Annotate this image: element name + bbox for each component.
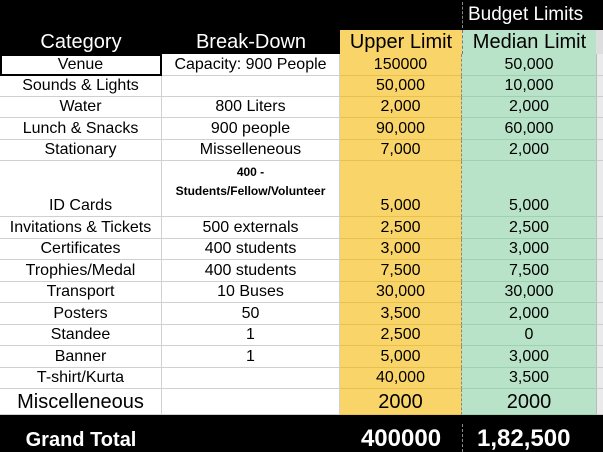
category-cell-text: Venue [57, 56, 104, 73]
upper-limit-cell[interactable] [340, 368, 462, 389]
category-cell[interactable] [0, 325, 162, 346]
median-limit-cell[interactable] [462, 97, 596, 118]
table-row [0, 282, 603, 303]
table-row [0, 389, 603, 415]
breakdown-cell[interactable] [162, 217, 340, 239]
upper-limit-cell-text: 7,000 [380, 141, 421, 158]
upper-limit-cell-text: 2,000 [380, 98, 421, 115]
upper-limit-cell[interactable] [340, 140, 462, 161]
breakdown-cell[interactable] [162, 239, 340, 260]
breakdown-cell[interactable] [162, 118, 340, 140]
upper-limit-cell-text: 2,500 [380, 219, 421, 236]
category-cell-text: Posters [53, 305, 108, 322]
upper-limit-cell-text: 5,000 [380, 348, 421, 365]
upper-limit-cell-text: 5,000 [380, 197, 421, 214]
upper-limit-cell-text: 90,000 [376, 120, 425, 137]
upper-limit-cell-text: 150000 [373, 56, 428, 73]
median-limit-cell[interactable] [462, 325, 596, 346]
table-row [0, 54, 603, 76]
median-limit-cell-text: 0 [524, 326, 534, 343]
breakdown-cell-text: 1 [246, 348, 255, 365]
median-limit-cell-text: 2,000 [508, 98, 550, 115]
category-cell-text: Sounds & Lights [22, 77, 139, 94]
table-row [0, 118, 603, 140]
table-row [0, 97, 603, 118]
table-row [0, 303, 603, 325]
grand-total-row [0, 424, 603, 452]
median-limit-cell-text: 50,000 [504, 56, 554, 73]
category-cell[interactable] [0, 76, 162, 97]
header-breakdown[interactable]: Break-Down [162, 30, 340, 54]
upper-limit-cell[interactable] [340, 325, 462, 346]
table-row [0, 368, 603, 389]
breakdown-cell[interactable] [162, 325, 340, 346]
breakdown-cell[interactable] [162, 303, 340, 325]
breakdown-cell[interactable] [162, 389, 340, 415]
category-cell-text: Water [59, 98, 102, 115]
next-column-cell[interactable] [596, 325, 603, 346]
median-limit-cell-text: 60,000 [504, 120, 554, 137]
upper-limit-cell[interactable] [340, 389, 462, 415]
median-limit-cell-text: 3,500 [508, 369, 550, 386]
category-cell-text: Stationary [44, 141, 117, 158]
category-cell-text: Trophies/Medal [25, 262, 136, 279]
breakdown-cell-text: 400 students [204, 262, 297, 279]
median-limit-cell-text: 2000 [506, 391, 552, 413]
upper-limit-cell[interactable] [340, 54, 462, 76]
breakdown-cell[interactable] [162, 76, 340, 97]
category-cell[interactable] [0, 239, 162, 260]
median-limit-cell[interactable] [462, 161, 596, 217]
category-cell[interactable] [0, 389, 162, 415]
median-limit-cell[interactable] [462, 282, 596, 303]
next-column-cell[interactable] [596, 303, 603, 325]
breakdown-cell[interactable] [162, 260, 340, 282]
table-row [0, 76, 603, 97]
table-row [0, 239, 603, 260]
upper-limit-cell[interactable] [340, 346, 462, 368]
next-column-cell[interactable] [596, 389, 603, 415]
category-cell-text: Standee [50, 326, 111, 343]
category-cell[interactable] [0, 161, 162, 217]
category-cell[interactable] [0, 140, 162, 161]
category-cell[interactable] [0, 282, 162, 303]
header-median-limit[interactable]: Median Limit [462, 30, 596, 54]
median-limit-cell-text: 3,000 [508, 348, 550, 365]
upper-limit-cell[interactable] [340, 217, 462, 239]
breakdown-cell-text: 500 externals [202, 219, 299, 236]
median-limit-cell[interactable] [462, 368, 596, 389]
upper-limit-cell-text: 30,000 [376, 283, 425, 300]
table-row [0, 325, 603, 346]
upper-limit-cell[interactable] [340, 303, 462, 325]
category-cell[interactable] [0, 260, 162, 282]
breakdown-cell[interactable] [162, 140, 340, 161]
median-limit-cell[interactable] [462, 239, 596, 260]
grand-total-label[interactable]: Grand Total [25, 429, 137, 451]
upper-limit-cell[interactable] [340, 260, 462, 282]
header-upper-limit[interactable]: Upper Limit [340, 30, 462, 54]
median-limit-cell-text: 7,500 [508, 262, 550, 279]
median-limit-cell[interactable] [462, 76, 596, 97]
grand-total-upper[interactable]: 400000 [360, 425, 442, 452]
breakdown-cell-text: Capacity: 900 People [174, 56, 327, 73]
upper-limit-cell-text: 2000 [378, 391, 423, 413]
breakdown-cell-text: 400 students [204, 240, 297, 257]
median-limit-cell-text: 2,000 [508, 305, 550, 322]
median-limit-cell[interactable] [462, 140, 596, 161]
breakdown-cell-text: 900 people [210, 120, 291, 137]
table-row [0, 346, 603, 368]
table-row [0, 260, 603, 282]
next-column-cell[interactable] [596, 161, 603, 217]
header-next-column[interactable] [596, 30, 603, 54]
median-limit-cell-text: 2,500 [508, 219, 550, 236]
upper-limit-cell-text: 50,000 [376, 77, 425, 94]
upper-limit-cell[interactable] [340, 161, 462, 217]
category-cell[interactable] [0, 54, 162, 76]
category-cell-text: Invitations & Tickets [9, 219, 152, 236]
breakdown-cell[interactable] [162, 282, 340, 303]
next-column-cell[interactable] [596, 217, 603, 239]
breakdown-cell-text: 10 Buses [217, 283, 284, 300]
median-limit-cell[interactable] [462, 260, 596, 282]
next-column-cell[interactable] [596, 282, 603, 303]
category-cell-text: Miscelleneous [17, 391, 144, 413]
median-limit-cell-text: 5,000 [508, 197, 550, 214]
breakdown-cell-text: Misselleneous [199, 141, 302, 158]
upper-limit-cell-text: 40,000 [376, 369, 425, 386]
category-cell[interactable] [0, 368, 162, 389]
breakdown-cell[interactable] [162, 161, 340, 217]
next-column-cell[interactable] [596, 239, 603, 260]
next-column-cell[interactable] [596, 76, 603, 97]
breakdown-cell-text: 50 [241, 305, 260, 322]
upper-limit-cell-text: 7,500 [380, 262, 421, 279]
breakdown-cell[interactable] [162, 54, 340, 76]
next-column-cell[interactable] [596, 54, 603, 76]
upper-limit-cell[interactable] [340, 97, 462, 118]
next-column-cell[interactable] [596, 97, 603, 118]
upper-limit-cell-text: 2,500 [380, 326, 421, 343]
category-cell-text: Banner [54, 348, 107, 365]
median-limit-cell[interactable] [462, 346, 596, 368]
median-limit-cell-text: 30,000 [504, 283, 554, 300]
category-cell[interactable] [0, 217, 162, 239]
grand-total-median[interactable]: 1,82,500 [462, 424, 603, 452]
breakdown-cell[interactable] [162, 97, 340, 118]
category-cell[interactable] [0, 118, 162, 140]
table-row [0, 161, 603, 217]
next-column-cell[interactable] [596, 140, 603, 161]
category-cell-text: T-shirt/Kurta [36, 369, 125, 386]
upper-limit-cell-text: 3,000 [380, 240, 421, 257]
category-cell-text: Certificates [40, 240, 121, 257]
budget-limits-title: Budget Limits [462, 2, 603, 28]
median-limit-cell-text: 10,000 [504, 77, 554, 94]
median-limit-cell[interactable] [462, 54, 596, 76]
next-column-cell[interactable] [596, 260, 603, 282]
upper-limit-cell-text: 3,500 [380, 305, 421, 322]
breakdown-cell[interactable] [162, 368, 340, 389]
category-cell-text: ID Cards [48, 197, 113, 214]
median-limit-cell[interactable] [462, 118, 596, 140]
median-limit-cell-text: 2,000 [508, 141, 550, 158]
next-column-cell[interactable] [596, 346, 603, 368]
category-cell[interactable] [0, 303, 162, 325]
category-cell-text: Lunch & Snacks [22, 120, 139, 137]
next-column-cell[interactable] [596, 118, 603, 140]
header-category[interactable]: Category [0, 30, 162, 54]
next-column-cell[interactable] [596, 368, 603, 389]
median-limit-cell-text: 3,000 [508, 240, 550, 257]
category-cell[interactable] [0, 346, 162, 368]
upper-limit-cell[interactable] [340, 282, 462, 303]
median-limit-cell[interactable] [462, 217, 596, 239]
breakdown-cell-text: 800 Liters [215, 98, 286, 115]
breakdown-cell-text: 1 [246, 326, 255, 343]
breakdown-cell-text: 400 - Students/Fellow/Volunteer [175, 165, 326, 198]
category-cell-text: Transport [46, 283, 115, 300]
title-band [0, 0, 603, 30]
table-row [0, 140, 603, 161]
table-row [0, 217, 603, 239]
upper-limit-cell[interactable] [340, 118, 462, 140]
median-limit-cell[interactable] [462, 303, 596, 325]
upper-limit-cell[interactable] [340, 76, 462, 97]
category-cell[interactable] [0, 97, 162, 118]
median-limit-cell[interactable] [462, 389, 596, 415]
upper-limit-cell[interactable] [340, 239, 462, 260]
breakdown-cell[interactable] [162, 346, 340, 368]
